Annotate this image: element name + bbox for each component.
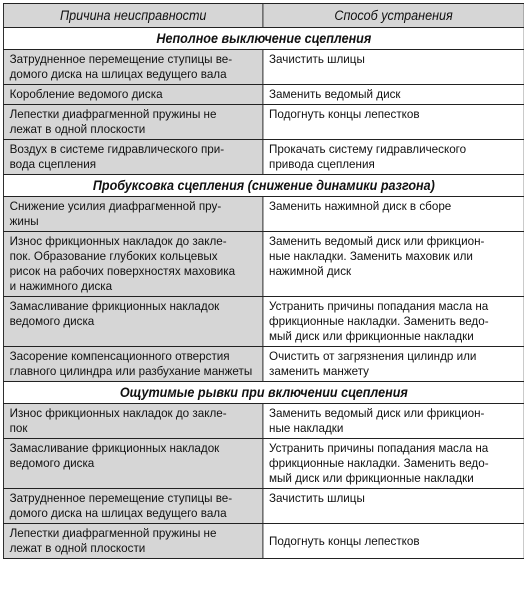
cause-cell — [3, 489, 262, 524]
header-cause: Причина неисправности — [3, 4, 262, 28]
remedy-cell-line: нажимной диск — [269, 264, 352, 278]
remedy-cell-line: Устранить причины попадания масла на — [269, 441, 489, 455]
cause-cell-line: Замасливание фрикционных накладок — [9, 441, 220, 455]
cause-cell-line: лежат в одной плоскости — [9, 541, 146, 555]
remedy-cell-line: Заменить ведомый диск или фрикцион- — [269, 234, 485, 248]
cause-cell-line: пок. Образование глубоких кольцевых — [9, 249, 218, 263]
table-row — [3, 297, 524, 347]
remedy-cell-line: Прокачать систему гидравлического — [269, 142, 467, 156]
cause-cell — [3, 105, 262, 140]
remedy-cell-line: привода сцепления — [269, 157, 375, 171]
remedy-cell — [263, 50, 524, 85]
section-header-row — [3, 382, 524, 404]
cause-cell-line: Затрудненное перемещение ступицы ве- — [9, 52, 233, 66]
cause-cell-line: вода сцепления — [9, 157, 97, 171]
remedy-cell — [263, 105, 524, 140]
remedy-cell — [263, 489, 524, 524]
remedy-cell-line: ные накладки. Заменить маховик или — [269, 249, 473, 263]
remedy-cell-line: фрикционные накладки. Заменить ведо- — [269, 314, 489, 328]
header-remedy: Способ устранения — [263, 4, 524, 28]
cause-cell-line: Засорение компенсационного отверстия — [9, 349, 230, 363]
section-title: Пробуксовка сцепления (снижение динамики разгона) — [3, 175, 524, 197]
remedy-cell — [263, 347, 524, 382]
troubleshooting-table — [3, 3, 524, 559]
cause-cell — [3, 197, 262, 232]
remedy-cell-line: Заменить ведомый диск или фрикцион- — [269, 406, 485, 420]
cause-cell-line: Износ фрикционных накладок до закле- — [9, 406, 227, 420]
remedy-cell-line: Подогнуть концы лепестков — [269, 107, 420, 121]
section-title: Неполное выключение сцепления — [3, 28, 524, 50]
remedy-cell-line: Заменить ведомый диск — [269, 87, 401, 101]
cause-cell-line: лежат в одной плоскости — [9, 122, 146, 136]
remedy-cell — [263, 140, 524, 175]
cause-cell-line: рисок на рабочих поверхностях маховика — [9, 264, 236, 278]
table-body — [3, 28, 524, 559]
cause-cell-line: Износ фрикционных накладок до закле- — [9, 234, 227, 248]
cause-cell-line: домого диска на шлицах ведущего вала — [9, 67, 227, 81]
remedy-cell — [263, 524, 524, 559]
remedy-cell — [263, 404, 524, 439]
section-title: Ощутимые рывки при включении сцепления — [3, 382, 524, 404]
remedy-cell-line: Заменить нажимной диск в сборе — [269, 199, 452, 213]
cause-cell-line: ведомого диска — [9, 456, 95, 470]
cause-cell — [3, 347, 262, 382]
remedy-cell-line: фрикционные накладки. Заменить ведо- — [269, 456, 489, 470]
remedy-cell-line: Устранить причины попадания масла на — [269, 299, 489, 313]
cause-cell-line: и нажимного диска — [9, 279, 113, 293]
remedy-cell — [263, 232, 524, 297]
table-row — [3, 404, 524, 439]
remedy-cell — [263, 297, 524, 347]
remedy-cell-line: Подогнуть концы лепестков — [269, 534, 420, 548]
table-row — [3, 524, 524, 559]
section-header-row — [3, 28, 524, 50]
table-row — [3, 85, 524, 105]
cause-cell — [3, 50, 262, 85]
cause-cell — [3, 232, 262, 297]
troubleshooting-table-container — [3, 3, 524, 599]
remedy-cell-line: мый диск или фрикционные накладки — [269, 329, 474, 343]
remedy-cell-line: Зачистить шлицы — [269, 52, 365, 66]
cause-cell — [3, 439, 262, 489]
table-row — [3, 50, 524, 85]
remedy-cell — [263, 197, 524, 232]
cause-cell-line: жины — [9, 214, 39, 228]
remedy-cell-line: ные накладки — [269, 421, 344, 435]
table-row — [3, 439, 524, 489]
cause-cell-line: Коробление ведомого диска — [9, 87, 163, 101]
cause-cell-line: пок — [9, 421, 28, 435]
cause-cell — [3, 85, 262, 105]
cause-cell — [3, 524, 262, 559]
cause-cell-line: Замасливание фрикционных накладок — [9, 299, 220, 313]
cause-cell-line: главного цилиндра или разбухание манжеты — [9, 364, 253, 378]
table-row — [3, 105, 524, 140]
remedy-cell-line: Очистить от загрязнения цилиндр или — [269, 349, 477, 363]
cause-cell-line: Снижение усилия диафрагменной пру- — [9, 199, 222, 213]
remedy-cell-line: мый диск или фрикционные накладки — [269, 471, 474, 485]
remedy-cell — [263, 439, 524, 489]
remedy-cell — [263, 85, 524, 105]
cause-cell — [3, 140, 262, 175]
table-row — [3, 489, 524, 524]
cause-cell-line: Лепестки диафрагменной пружины не — [9, 107, 217, 121]
cause-cell-line: Воздух в системе гидравлического при- — [9, 142, 225, 156]
table-row — [3, 140, 524, 175]
cause-cell — [3, 297, 262, 347]
header-row — [3, 4, 524, 28]
remedy-cell-line: Зачистить шлицы — [269, 491, 365, 505]
cause-cell-line: Затрудненное перемещение ступицы ве- — [9, 491, 233, 505]
table-row — [3, 347, 524, 382]
cause-cell-line: Лепестки диафрагменной пружины не — [9, 526, 217, 540]
cause-cell-line: ведомого диска — [9, 314, 95, 328]
cause-cell — [3, 404, 262, 439]
table-row — [3, 232, 524, 297]
remedy-cell-line: заменить манжету — [269, 364, 369, 378]
cause-cell-line: домого диска на шлицах ведущего вала — [9, 506, 227, 520]
table-row — [3, 197, 524, 232]
section-header-row — [3, 175, 524, 197]
